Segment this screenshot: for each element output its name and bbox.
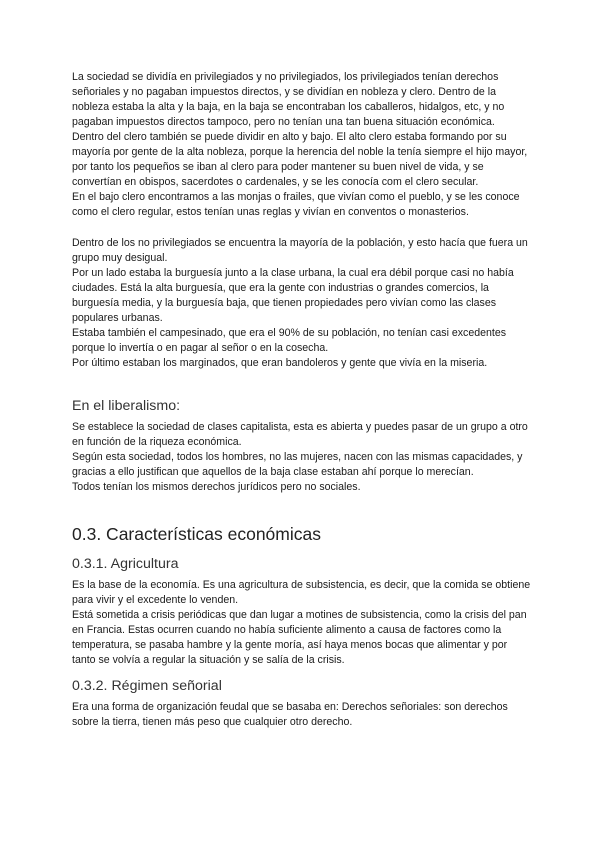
document-page [72, 70, 532, 730]
text-line: Está sometida a crisis periódicas que dan lugar a motines de subsistencia, como la crisis del pan en Francia. Estas ocurren cuando no había suficiente alimento a causa de factores como la temperatura, se pasaba hambre y la gente moría, así haya menos bocas que alimentar y por tanto se volvía a regular la situación y se salía de la crisis. [72, 609, 527, 666]
text-line: Según esta sociedad, todos los hombres, no las mujeres, nacen con las mismas capacidades, y gracias a ello justifican que aquellos de la baja clase estaban ahí porque lo merecían. [72, 451, 523, 478]
text-line: Dentro de los no privilegiados se encuentra la mayoría de la población, y esto hacía que fuera un grupo muy desigual. [72, 237, 528, 264]
text-line: Se establece la sociedad de clases capitalista, esta es abierta y puedes pasar de un grupo a otro en función de la riqueza económica. [72, 421, 528, 448]
heading-caracteristicas-economicas: 0.3. Características económicas [72, 524, 321, 544]
paragraph-gap [72, 220, 532, 236]
text-line: Por un lado estaba la burguesía junto a la clase urbana, la cual era débil porque casi no había ciudades. Está la alta burguesía, que era la gente con industrias o grandes comercios, la burguesía media, y la burguesía baja, que tienen propiedades pero vivían como las clases populares urbanas. [72, 267, 514, 324]
paragraph-regimen-senorial [72, 700, 532, 730]
text-line: Todos tenían los mismos derechos jurídicos pero no sociales. [72, 481, 361, 493]
text-line: Es la base de la economía. Es una agricultura de subsistencia, es decir, que la comida se obtiene para vivir y el excedente lo venden. [72, 579, 531, 606]
text-line: La sociedad se dividía en privilegiados y no privilegiados, los privilegiados tenían derechos señoriales y no pagaban impuestos directos, y se dividían en nobleza y clero. Dentro de la nobleza estaba la alta y la baja, en la baja se encontraban los caballeros, hidalgos, etc, y no pagaban impuestos directos tampoco, pero no tenían una tan buena situación económica. [72, 71, 505, 128]
heading-regimen-senorial: 0.3.2. Régimen señorial [72, 678, 222, 694]
text-line: Por último estaban los marginados, que eran bandoleros y gente que vivía en la miseria. [72, 357, 488, 369]
paragraph-liberalismo [72, 420, 532, 495]
text-line: Era una forma de organización feudal que se basaba en: Derechos señoriales: son derechos sobre la tierra, tienen más peso que cualquier otro derecho. [72, 701, 508, 728]
paragraph-no-privilegiados [72, 236, 532, 371]
paragraph-privilegiados [72, 70, 532, 220]
text-line: En el bajo clero encontramos a las monjas o frailes, que vivían como el pueblo, y se les conoce como el clero regular, estos tenían unas reglas y vivían en conventos o monasterios. [72, 191, 520, 218]
text-line: Estaba también el campesinado, que era el 90% de su población, no tenían casi excedentes porque lo invertía o en pagar al señor o en la cosecha. [72, 327, 507, 354]
heading-agricultura: 0.3.1. Agricultura [72, 556, 179, 572]
text-line: Dentro del clero también se puede dividir en alto y bajo. El alto clero estaba formando por su mayoría por gente de la alta nobleza, porque la herencia del noble la tenía siempre el hijo mayor, por tanto los pequeños se iban al clero para poder mantener su buen nivel de vida, y se convertían en obispos, sacerdotes o cardenales, y se les conocía com el clero secular. [72, 131, 528, 188]
paragraph-agricultura [72, 578, 532, 668]
heading-liberalismo: En el liberalismo: [72, 398, 181, 414]
